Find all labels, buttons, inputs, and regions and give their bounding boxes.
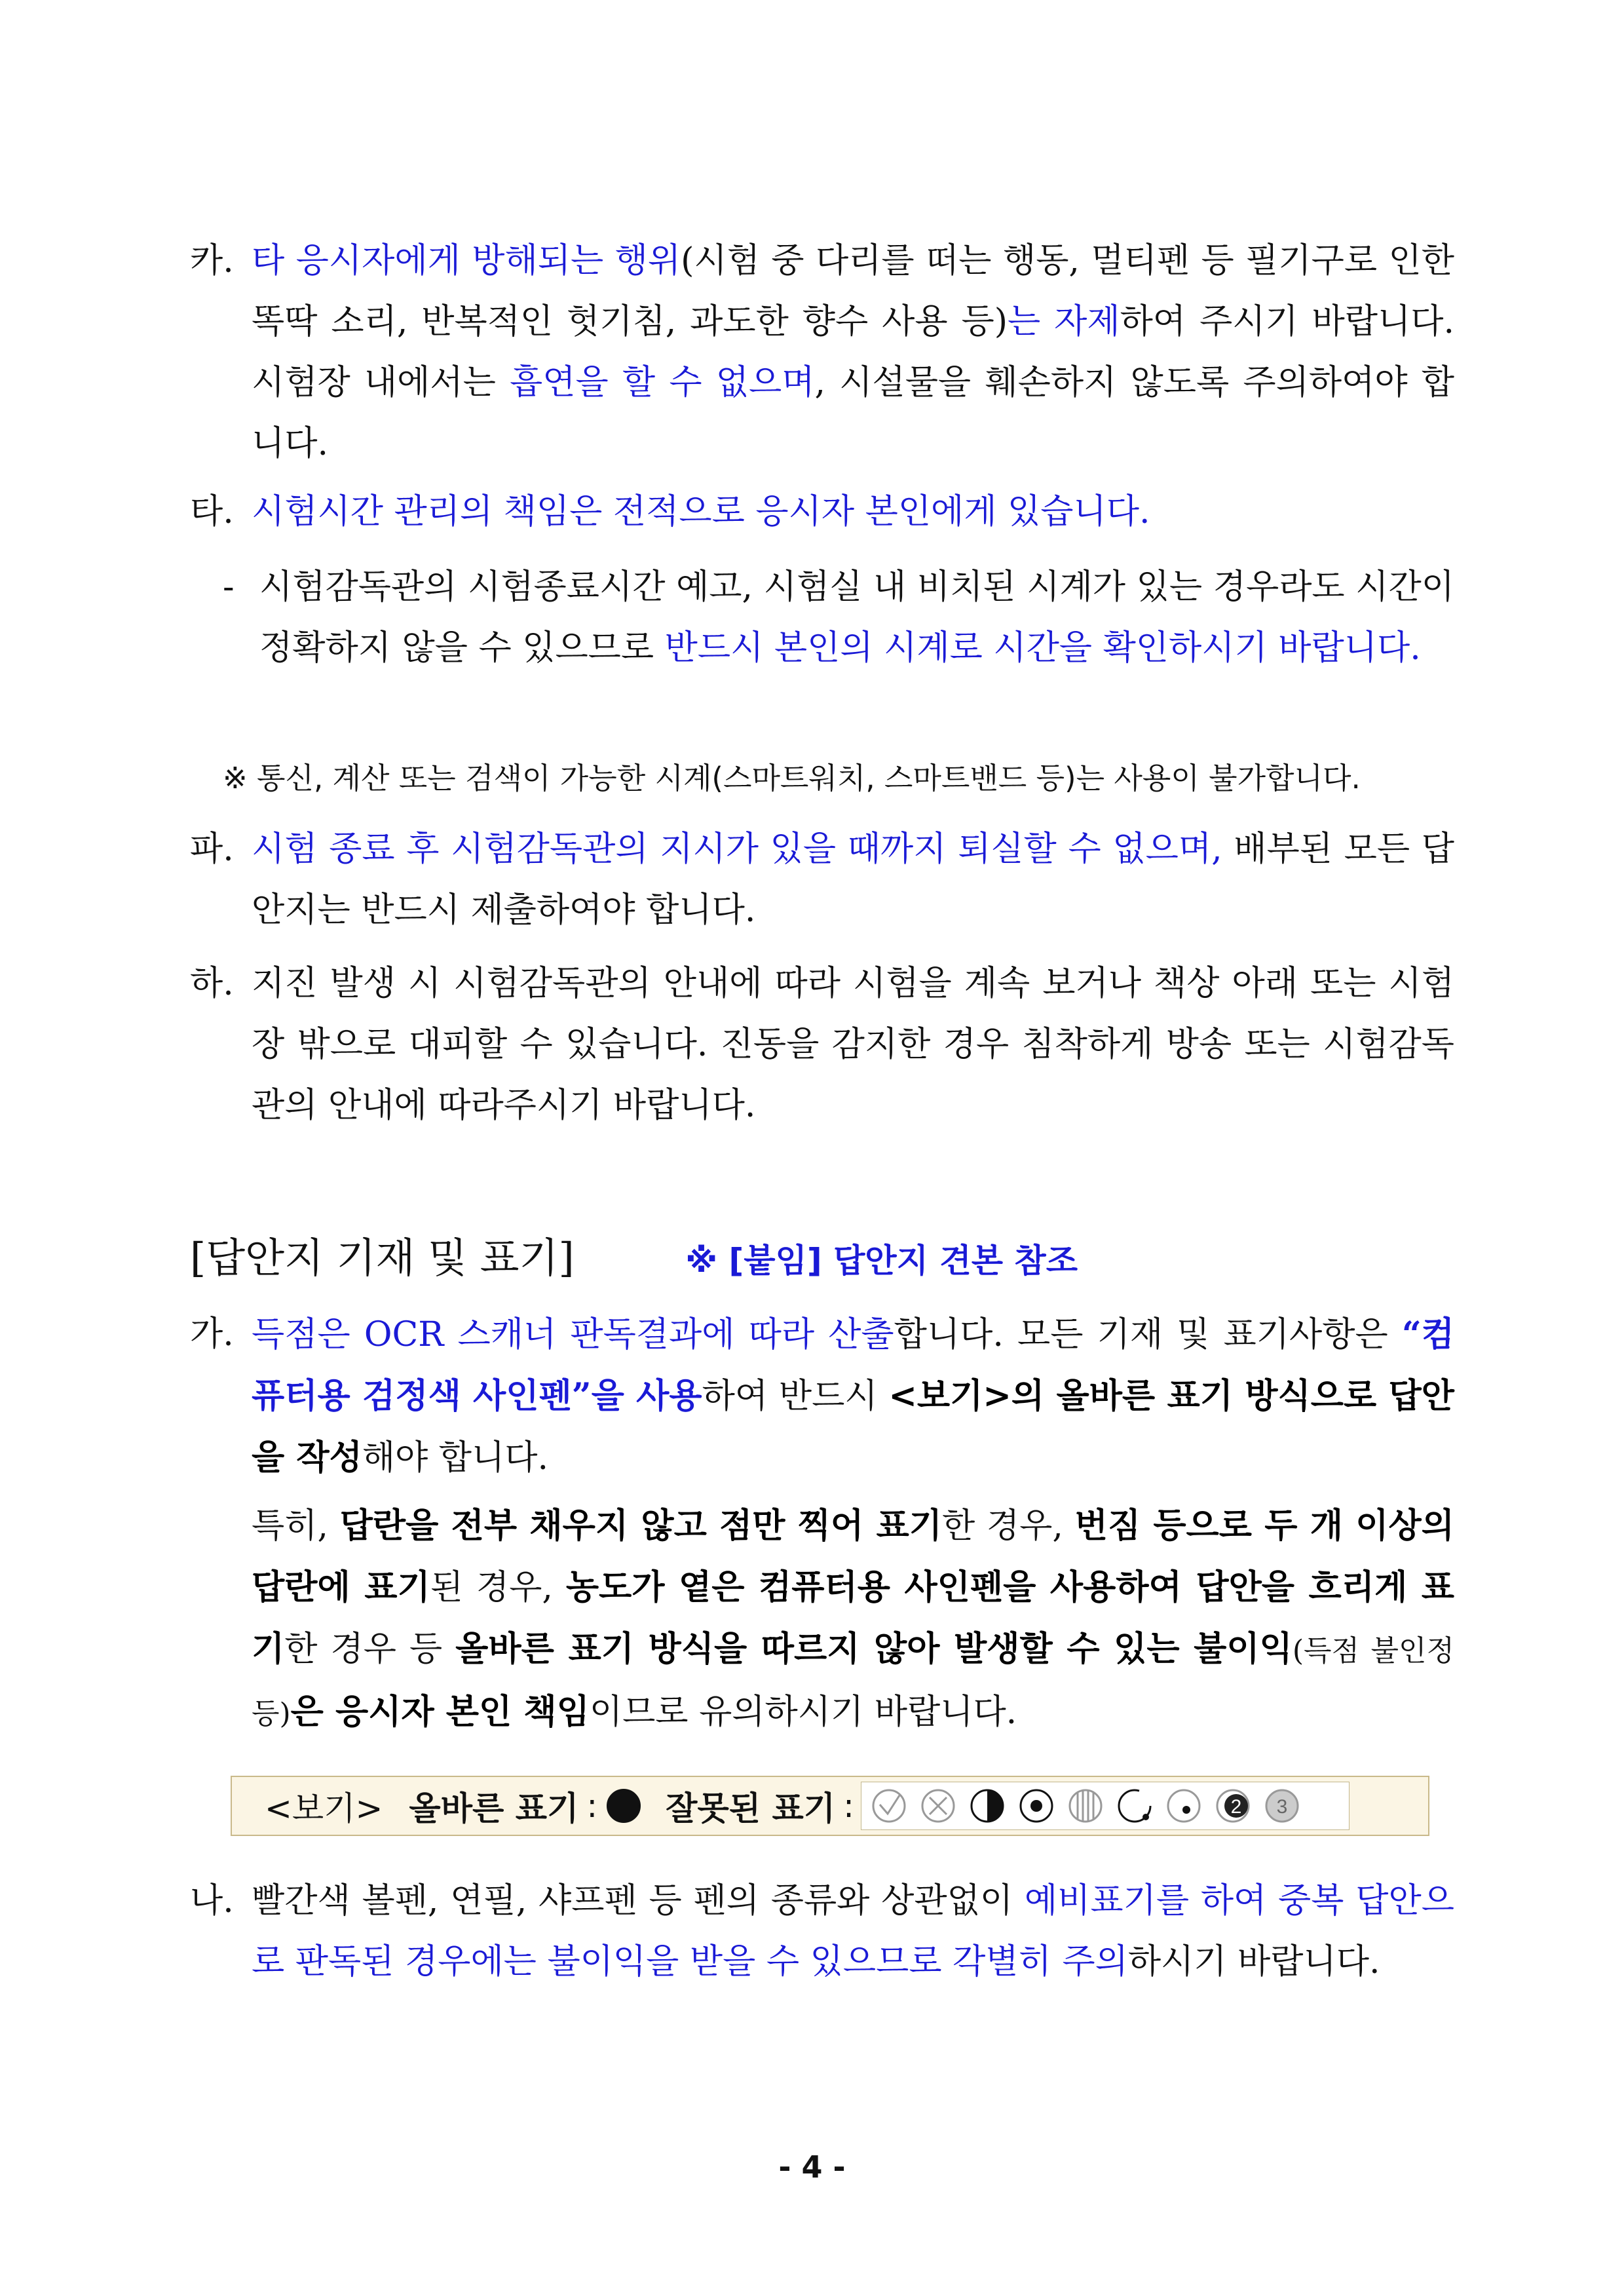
highlight-text: 흡연을 할 수 없으며 bbox=[510, 363, 815, 402]
sub-body bbox=[259, 557, 1454, 679]
bold-text: 답란을 전부 채우지 않고 점만 찍어 표기 bbox=[339, 1506, 942, 1546]
body-text: , 시설물을 훼손하지 않도록 주의하여야 합니다. bbox=[252, 363, 1454, 463]
body-text: (득점 불인정 등) bbox=[252, 1634, 1454, 1731]
number-two-mark-icon bbox=[1217, 1790, 1249, 1822]
number-three-mark-icon bbox=[1266, 1790, 1298, 1822]
body-text: 특히, bbox=[252, 1506, 340, 1546]
note-watch: ※ 통신, 계산 또는 검색이 가능한 시계(스마트워치, 스마트밴드 등)는 사용이 불가합니다. bbox=[223, 761, 1361, 795]
item-body bbox=[252, 482, 1454, 543]
item-pa bbox=[190, 819, 1454, 941]
item-body bbox=[252, 231, 1454, 474]
bold-text: 올바른 표기 방식을 따르지 않아 발생할 수 있는 불이익 bbox=[455, 1629, 1293, 1669]
correct-marking-label: 올바른 표기 bbox=[409, 1789, 579, 1827]
section-heading bbox=[190, 1225, 1435, 1291]
page-number: - 4 - bbox=[778, 2149, 846, 2185]
item-ka bbox=[190, 231, 1454, 474]
section-reference: ※ [붙임] 답안지 견본 참조 bbox=[685, 1242, 1078, 1280]
item-body: 지진 발생 시 시험감독관의 안내에 따라 시험을 계속 보거나 책상 아래 또는 시험장 밖으로 대피할 수 있습니다. 진동을 감지한 경우 침착하게 방송 또는 시험감독관의 안내에 따라주시기 바랍니다. bbox=[252, 964, 1454, 1125]
bold-text: 농도가 옅은 컴퓨터용 사인펜을 사용하여 답안을 흐리게 표기 bbox=[252, 1567, 1455, 1669]
wrong-marks-icons bbox=[869, 1786, 1341, 1826]
stray-dot-mark-icon bbox=[1119, 1790, 1150, 1822]
filled-circle-icon bbox=[607, 1789, 641, 1823]
item-na bbox=[190, 1871, 1454, 1993]
item-marker: 가. bbox=[190, 1314, 234, 1354]
highlight-text: 득점은 OCR 스캐너 판독결과에 따라 산출 bbox=[252, 1315, 894, 1354]
item-marker: 카. bbox=[190, 241, 234, 280]
body-text: (시험 중 다리를 떠는 행동, 멀티펜 등 필기구로 인한 똑딱 소리, 반복적인 헛기침, 과도한 향수 사용 등) bbox=[252, 241, 1455, 341]
item-body bbox=[252, 819, 1454, 941]
item-ta-sub bbox=[223, 557, 1454, 679]
body-text: 해야 합니다. bbox=[362, 1438, 549, 1478]
body-text: 된 경우, bbox=[430, 1568, 566, 1607]
wrong-marks-strip bbox=[861, 1782, 1350, 1830]
item-marker: 나. bbox=[190, 1881, 234, 1921]
body-text: 배부된 모든 답안지는 반드시 제출하여야 합니다. bbox=[252, 830, 1454, 930]
body-text: 한 경우, bbox=[941, 1506, 1075, 1546]
highlight-text: 시험 종료 후 시험감독관의 지시가 있을 때까지 퇴실할 수 없으며, bbox=[252, 830, 1222, 869]
section-title: [답안지 기재 및 표기] bbox=[190, 1234, 575, 1282]
highlight-text: 반드시 본인의 시계로 시간을 확인하시기 바랍니다. bbox=[664, 628, 1421, 668]
highlight-text: 예비표기를 하여 중복 답안으로 판독된 경우에는 불이익을 받을 수 있으므로 각별히 주의 bbox=[252, 1881, 1454, 1981]
lined-mark-icon bbox=[1070, 1790, 1101, 1822]
check-mark-icon bbox=[873, 1790, 905, 1822]
dot-mark-icon bbox=[1021, 1790, 1052, 1822]
half-filled-mark-icon bbox=[972, 1790, 1003, 1822]
highlight-text: 타 응시자에게 방해되는 행위 bbox=[252, 241, 681, 280]
body-text: 빨간색 볼펜, 연필, 샤프펜 등 펜의 종류와 상관없이 bbox=[252, 1881, 1025, 1921]
ga-paragraph bbox=[252, 1495, 1454, 1744]
item-ga bbox=[190, 1304, 1454, 1489]
marking-example-box bbox=[231, 1776, 1429, 1836]
bold-text: <보기>의 올바른 표기 방식으로 답안을 작성 bbox=[252, 1376, 1454, 1478]
bold-text: 번짐 등으로 두 개 이상의 답란에 표기 bbox=[252, 1506, 1454, 1607]
cross-mark-icon bbox=[922, 1790, 954, 1822]
item-marker: 파. bbox=[190, 830, 234, 869]
item-ha bbox=[190, 953, 1454, 1136]
item-ta bbox=[190, 482, 1454, 543]
small-dot-mark-icon bbox=[1168, 1790, 1199, 1822]
body-text: 시험감독관의 시험종료시간 예고, 시험실 내 비치된 시계가 있는 경우라도 시간이 정확하지 않을 수 있으므로 bbox=[259, 567, 1454, 668]
item-marker: 하. bbox=[190, 964, 234, 1003]
body-text: 한 경우 등 bbox=[284, 1630, 456, 1669]
svg-text:2: 2 bbox=[1230, 1796, 1242, 1818]
body-text: 하여 반드시 bbox=[702, 1377, 889, 1416]
example-label: <보기> bbox=[265, 1789, 383, 1827]
highlight-text: 는 자제 bbox=[1008, 302, 1120, 341]
bold-text: 은 응시자 본인 책임 bbox=[290, 1692, 590, 1732]
highlight-text: “컴퓨터용 검정색 사인펜”을 사용 bbox=[252, 1314, 1454, 1416]
svg-text:3: 3 bbox=[1276, 1796, 1288, 1818]
item-marker: 타. bbox=[190, 492, 234, 531]
body-text: 하시기 바랍니다. bbox=[1127, 1942, 1380, 1981]
highlight-text: 시험시간 관리의 책임은 전적으로 응시자 본인에게 있습니다. bbox=[252, 492, 1150, 531]
dash-marker: - bbox=[223, 567, 235, 607]
body-text: 이므로 유의하시기 바랍니다. bbox=[589, 1693, 1017, 1732]
body-text: 합니다. 모든 기재 및 표기사항은 bbox=[894, 1315, 1402, 1354]
separator: : bbox=[586, 1787, 598, 1825]
wrong-marking-label: 잘못된 표기 bbox=[666, 1789, 836, 1827]
separator: : bbox=[843, 1787, 854, 1825]
item-body bbox=[252, 1871, 1454, 1993]
body-text: 하여 주시기 바랍니다. 시험장 내에서는 bbox=[252, 302, 1454, 402]
item-body bbox=[252, 1304, 1454, 1489]
